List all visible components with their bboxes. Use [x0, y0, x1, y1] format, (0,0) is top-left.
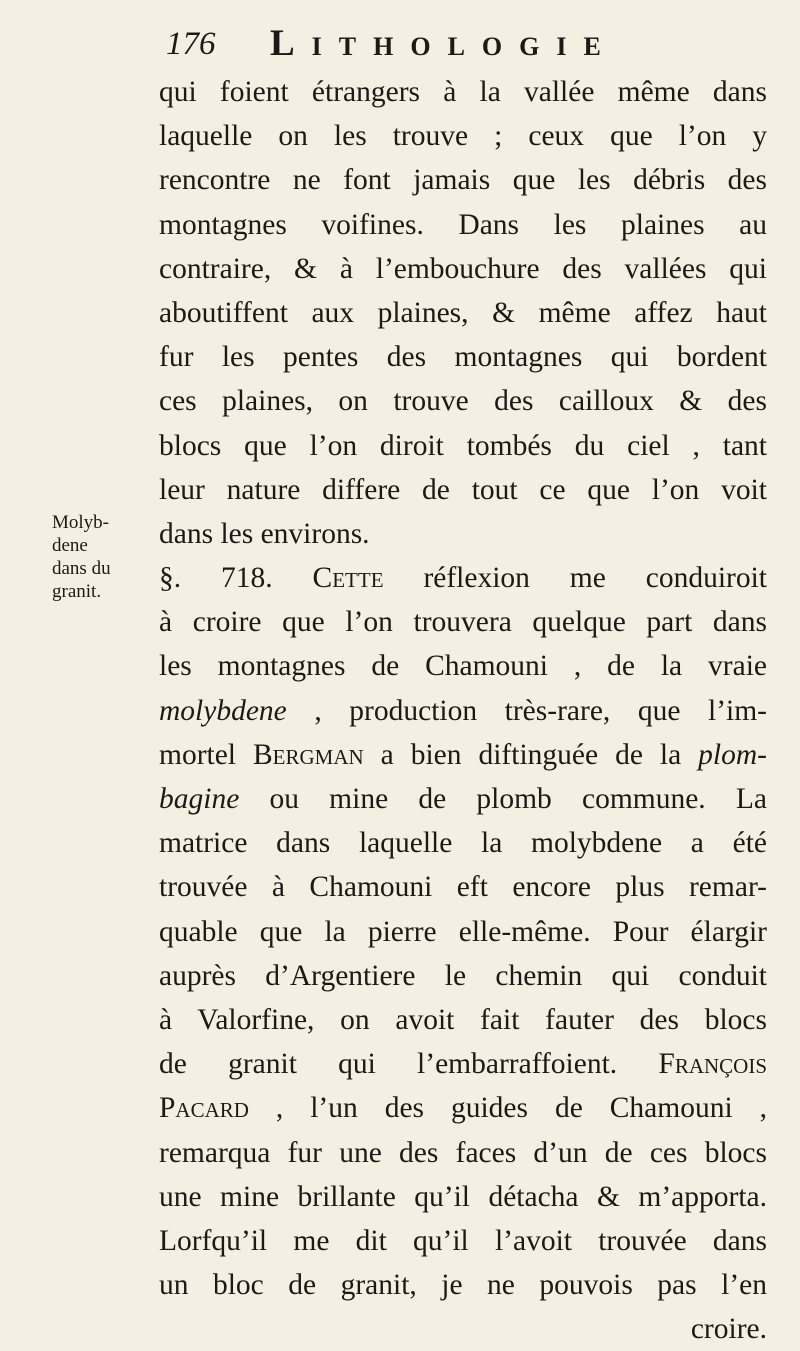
margin-note-line: dene — [52, 535, 88, 556]
text-line — [159, 600, 767, 644]
text-line — [159, 954, 767, 998]
proper-name: François — [658, 1048, 767, 1081]
text-line — [159, 733, 767, 777]
text-segment: contraire, & à l’embouchure des vallées qui — [159, 252, 767, 285]
text-segment: dans les environs. — [159, 517, 370, 550]
text-segment: les montagnes de Chamouni , de la vraie — [159, 650, 767, 683]
text-segment: à croire que l’on trouvera quelque part dans — [159, 606, 767, 639]
proper-name: Bergman — [252, 738, 364, 771]
text-line — [159, 247, 767, 291]
italic-term: plom- — [698, 738, 767, 771]
text-line — [159, 1263, 767, 1307]
italic-term: bagine — [159, 783, 240, 815]
text-line — [159, 1131, 767, 1175]
margin-note-line: dans du — [52, 558, 111, 579]
text-line — [159, 777, 767, 821]
text-line — [159, 70, 767, 114]
text-segment: remarqua fur une des faces d’un de ces blocs — [159, 1136, 767, 1169]
text-segment: montagnes voifines. Dans les plaines au — [159, 208, 767, 241]
text-line — [159, 468, 767, 512]
margin-note — [52, 511, 152, 603]
text-segment: une mine brillante qu’il détacha & m’apporta. — [159, 1180, 767, 1213]
page-number: 176 — [166, 26, 216, 62]
proper-name: Pacard — [159, 1092, 249, 1125]
text-line — [159, 203, 767, 247]
text-segment: croire. — [690, 1313, 767, 1346]
text-line — [159, 158, 767, 202]
text-segment: aboutiffent aux plaines, & même affez haut — [159, 296, 767, 329]
text-segment: Lorfqu’il me dit qu’il l’avoit trouvée dans — [159, 1224, 767, 1257]
text-segment: un bloc de granit, je ne pouvois pas l’en — [159, 1269, 767, 1302]
text-segment: , production très-rare, que l’im- — [286, 694, 767, 727]
text-line — [159, 114, 767, 158]
body-text — [159, 70, 779, 1351]
text-segment: §. 718. — [159, 562, 313, 595]
text-segment: trouvée à Chamouni eft encore plus remar- — [159, 871, 767, 904]
margin-note-line: Molyb- — [52, 512, 109, 533]
text-segment: , l’un des guides de Chamouni , — [248, 1092, 767, 1125]
text-line — [159, 291, 767, 335]
text-segment: qui foient étrangers à la vallée même dans — [159, 76, 767, 108]
text-segment: fur les pentes des montagnes qui bordent — [159, 341, 767, 374]
text-line — [159, 1175, 767, 1219]
italic-term: molybdene — [159, 694, 287, 727]
text-line — [159, 865, 767, 909]
text-line — [159, 1219, 767, 1263]
text-segment: à Valorfine, on avoit fait fauter des blocs — [159, 1003, 767, 1036]
text-line — [159, 689, 767, 733]
text-line — [159, 1086, 767, 1130]
text-line — [159, 910, 767, 954]
text-segment: de granit qui l’embarraffoient. — [159, 1048, 659, 1081]
proper-name: Cette — [312, 562, 384, 595]
text-segment: réflexion me conduiroit — [383, 562, 767, 595]
text-segment: mortel — [159, 738, 253, 771]
text-line — [159, 379, 767, 423]
text-segment: quable que la pierre elle-même. Pour élargir — [159, 915, 767, 948]
text-segment: ces plaines, on trouve des cailloux & des — [159, 385, 767, 418]
text-segment: ou mine de plomb commune. La — [239, 783, 767, 815]
text-line — [159, 998, 767, 1042]
text-line — [159, 512, 767, 556]
text-line — [159, 1042, 767, 1086]
text-segment: leur nature differe de tout ce que l’on voit — [159, 473, 767, 506]
text-segment: laquelle on les trouve ; ceux que l’on y — [159, 120, 767, 153]
page-header — [166, 18, 766, 70]
text-line — [159, 821, 767, 865]
text-line — [159, 644, 767, 688]
margin-note-line: granit. — [52, 581, 102, 602]
text-segment: auprès d’Argentiere le chemin qui conduit — [159, 959, 767, 992]
text-segment: matrice dans laquelle la molybdene a été — [159, 827, 767, 860]
text-segment: a bien diftinguée de la — [363, 738, 699, 771]
text-line — [159, 335, 767, 379]
text-line — [159, 1307, 767, 1351]
text-line — [159, 556, 767, 600]
text-line — [159, 424, 767, 468]
running-title: Lithologie — [270, 23, 618, 64]
text-segment: blocs que l’on diroit tombés du ciel , tant — [159, 429, 767, 462]
text-segment: rencontre ne font jamais que les débris des — [159, 164, 767, 197]
